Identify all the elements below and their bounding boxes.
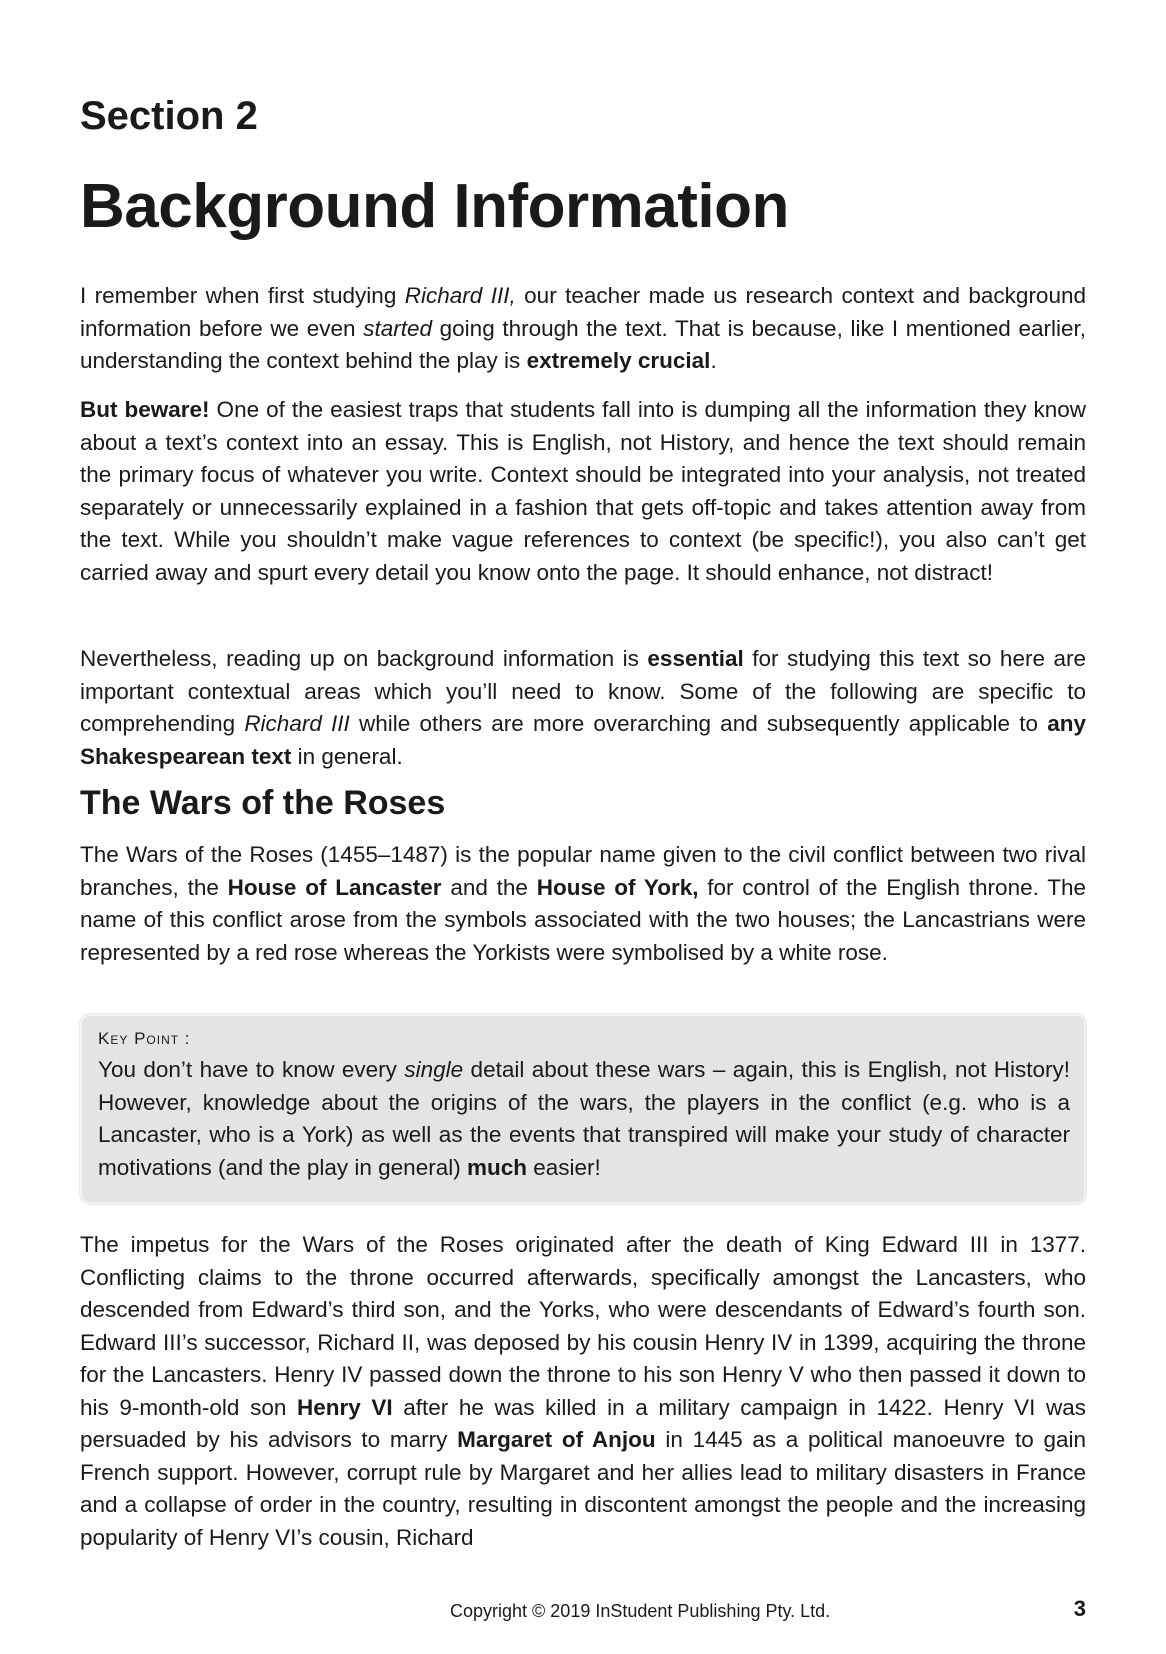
intro-paragraph-1: [80, 280, 1086, 378]
text-run: in 1445 as a political manoeuvre to gain French support. However, corrupt rule by Margaret and her allies lead to military disasters in France and a collapse of order in the country, resulting in discontent amongst the people and the increasing popularity of Henry VI’s cousin, Richard: [80, 1427, 1086, 1550]
text-run-italic: started: [363, 315, 433, 341]
text-run-bold: But beware!: [80, 397, 210, 422]
text-run-italic: single: [404, 1057, 464, 1082]
text-run: while others are more overarching and subsequently applicable to: [349, 711, 1048, 736]
text-run-italic: Richard III: [244, 711, 350, 736]
page-title: Background Information: [80, 172, 789, 241]
text-run-bold: essential: [647, 646, 744, 671]
text-run: The impetus for the Wars of the Roses originated after the death of King Edward III in 1377. Conflicting claims to the throne occurred afterwards, specifically amongst the Lancasters, who descended from Edward’s third son, and the Yorks, who were descendants of Edward’s fourth son. Edward III’s successor, Richard II, was deposed by his cousin Henry IV in 1399, acquiring the throne for the Lancasters. Henry IV passed down the throne to his son Henry V who then passed it down to his 9-month-old son: [80, 1232, 1086, 1420]
text-run: I remember when first studying: [80, 283, 405, 308]
text-run: and the: [441, 874, 537, 900]
text-run: You don’t have to know every: [98, 1057, 405, 1082]
text-run: for studying this text so here are important contextual areas which you’ll need to know. Some of the following are specific to comprehending: [80, 646, 1086, 736]
text-run: for control of the English throne. The name of this conflict arose from the symbols associated with the two houses; the Lancastrians were represented by a red rose whereas the Yorkists were symbolised by a white rose.: [80, 874, 1086, 965]
text-run-bold: extremely crucial: [526, 348, 711, 373]
key-point-text: [98, 1054, 1070, 1184]
text-run: going through the text. That is because, like I mentioned earlier, understanding the context behind the play is: [80, 315, 1086, 373]
text-run: our teacher made us research context and background information before we even: [80, 283, 1086, 341]
text-run-bold: Margaret of Anjou: [457, 1427, 656, 1452]
text-run: One of the easiest traps that students fall into is dumping all the information they know about a text’s context into an essay. This is English, not History, and hence the text should remain the primary focus of whatever you write. Context should be integrated into your analysis, not treated separately or unnecessarily explained in a fashion that gets off-topic and takes attention away from the text. While you shouldn’t make vague references to context (be specific!), you also can’t get carried away and spurt every detail you know onto the page. It should enhance, not distract!: [80, 397, 1086, 585]
intro-paragraph-3: [80, 643, 1086, 773]
wars-paragraph-1: [80, 839, 1086, 969]
text-run-bold: House of Lancaster: [227, 874, 442, 900]
text-run: after he was killed in a military campaign in 1422. Henry VI was persuaded by his advisors to marry: [80, 1394, 1086, 1452]
wars-heading: The Wars of the Roses: [80, 784, 446, 822]
text-run: in general.: [291, 743, 403, 769]
key-point-label: Key Point :: [98, 1029, 191, 1048]
text-run-bold: Henry VI: [296, 1394, 393, 1420]
text-run: easier!: [526, 1154, 601, 1180]
section-label: Section 2: [80, 94, 258, 138]
footer-copyright: Copyright © 2019 InStudent Publishing Pty. Ltd.: [450, 1601, 831, 1621]
page-number: 3: [1073, 1596, 1086, 1621]
intro-paragraph-2: [80, 394, 1086, 589]
wars-paragraph-2: [80, 1229, 1086, 1554]
text-run-italic: Richard III,: [404, 283, 516, 308]
text-run: .: [710, 348, 717, 373]
text-run-bold: any Shakespearean text: [80, 711, 1086, 769]
text-run-bold: House of York,: [536, 874, 699, 900]
text-run: detail about these wars – again, this is English, not History! However, knowledge about the origins of the wars, the players in the conflict (e.g. who is a Lancaster, who is a York) as well as the events that transpired will make your study of character motivations (and the play in general): [98, 1057, 1070, 1180]
text-run-bold: much: [466, 1154, 527, 1180]
text-run: The Wars of the Roses (1455–1487) is the popular name given to the civil conflict between two rival branches, the: [80, 842, 1086, 900]
text-run: Nevertheless, reading up on background information is: [80, 646, 648, 671]
key-point-box: [80, 1014, 1086, 1204]
